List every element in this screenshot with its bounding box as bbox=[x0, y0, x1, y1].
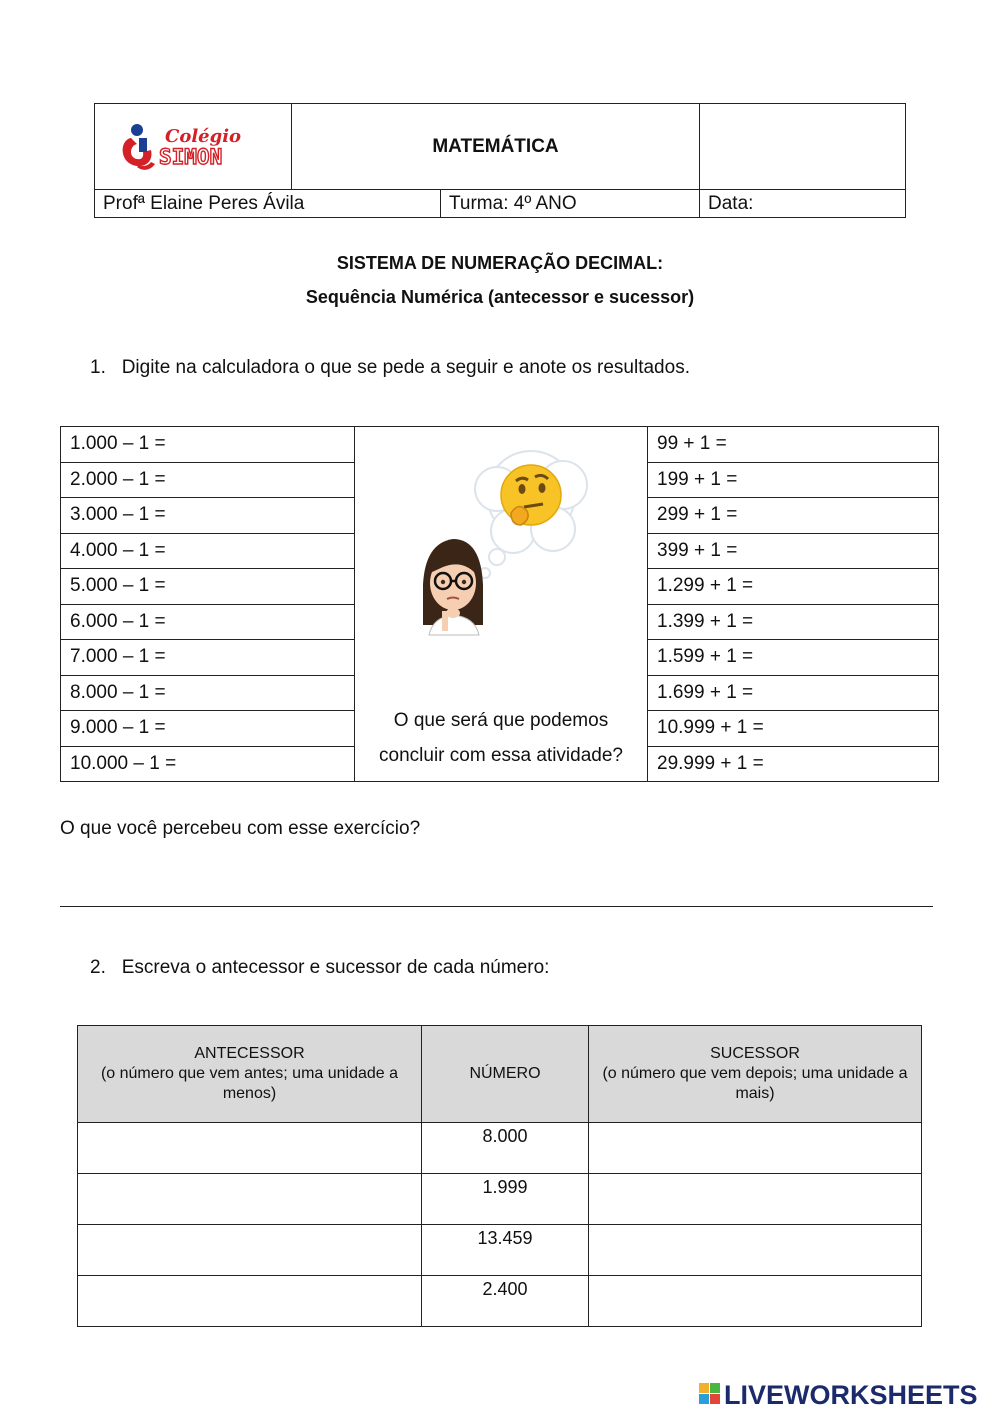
thinking-panel bbox=[355, 427, 648, 782]
table-header-row bbox=[78, 1026, 922, 1123]
sucessor-input[interactable] bbox=[589, 1174, 922, 1225]
thinking-caption bbox=[355, 703, 647, 773]
sucessor-input[interactable] bbox=[589, 1123, 922, 1174]
calc-right-cell[interactable]: 1.699 + 1 = bbox=[648, 675, 939, 711]
calc-left-cell[interactable]: 7.000 – 1 = bbox=[61, 640, 355, 676]
date-field[interactable]: Data: bbox=[700, 190, 906, 218]
table-row bbox=[78, 1174, 922, 1225]
calc-left-cell[interactable]: 10.000 – 1 = bbox=[61, 746, 355, 782]
exercise-1-text: Digite na calculadora o que se pede a seguir e anote os resultados. bbox=[121, 357, 690, 378]
calc-right-cell[interactable]: 99 + 1 = bbox=[648, 427, 939, 463]
exercise-1-instruction bbox=[90, 357, 690, 379]
logo-text-simon: SIMON bbox=[159, 145, 223, 169]
number-cell: 13.459 bbox=[422, 1225, 589, 1276]
answer-line-input[interactable] bbox=[60, 906, 933, 907]
calc-right-cell[interactable]: 199 + 1 = bbox=[648, 462, 939, 498]
calc-left-cell[interactable]: 9.000 – 1 = bbox=[61, 711, 355, 747]
antecessor-input[interactable] bbox=[78, 1225, 422, 1276]
sucessor-input[interactable] bbox=[589, 1276, 922, 1327]
table-row bbox=[78, 1225, 922, 1276]
predecessor-successor-table bbox=[77, 1025, 922, 1327]
calc-left-cell[interactable]: 8.000 – 1 = bbox=[61, 675, 355, 711]
sucessor-description: (o número que vem depois; uma unidade a mais) bbox=[602, 1065, 908, 1102]
class-label: Turma: 4º ANO bbox=[441, 190, 700, 218]
calculation-table bbox=[60, 426, 939, 782]
number-cell: 8.000 bbox=[422, 1123, 589, 1174]
exercise-2-number: 2. bbox=[90, 957, 106, 978]
numero-header: NÚMERO bbox=[422, 1026, 589, 1123]
thinking-caption-line-1: O que será que podemos bbox=[393, 710, 609, 731]
calc-right-cell[interactable]: 29.999 + 1 = bbox=[648, 746, 939, 782]
main-title: SISTEMA DE NUMERAÇÃO DECIMAL: bbox=[336, 253, 664, 273]
subject-title: MATEMÁTICA bbox=[292, 104, 700, 190]
liveworksheets-logo bbox=[697, 1377, 997, 1409]
antecessor-input[interactable] bbox=[78, 1276, 422, 1327]
thinking-emoji-icon bbox=[501, 465, 561, 525]
calc-right-cell[interactable]: 1.299 + 1 = bbox=[648, 569, 939, 605]
school-logo bbox=[117, 118, 277, 176]
reflection-question: O que você percebeu com esse exercício? bbox=[60, 818, 421, 839]
thinking-girl-illustration bbox=[413, 435, 598, 645]
sucessor-title: SUCESSOR bbox=[710, 1045, 800, 1062]
calc-right-cell[interactable]: 1.399 + 1 = bbox=[648, 604, 939, 640]
calc-left-cell[interactable]: 1.000 – 1 = bbox=[61, 427, 355, 463]
antecessor-title: ANTECESSOR bbox=[194, 1045, 305, 1062]
exercise-1-number: 1. bbox=[90, 357, 106, 378]
calc-left-cell[interactable]: 2.000 – 1 = bbox=[61, 462, 355, 498]
sucessor-header bbox=[589, 1026, 922, 1123]
exercise-2-instruction bbox=[90, 957, 549, 979]
header-empty-cell bbox=[700, 104, 906, 190]
exercise-2-text: Escreva o antecessor e sucessor de cada número: bbox=[121, 957, 550, 978]
table-row bbox=[78, 1123, 922, 1174]
header-table bbox=[94, 103, 906, 218]
thinking-caption-line-2: concluir com essa atividade? bbox=[379, 745, 623, 766]
calc-left-cell[interactable]: 4.000 – 1 = bbox=[61, 533, 355, 569]
calc-left-cell[interactable]: 6.000 – 1 = bbox=[61, 604, 355, 640]
calc-left-cell[interactable]: 5.000 – 1 = bbox=[61, 569, 355, 605]
logo-cell bbox=[95, 104, 292, 190]
sucessor-input[interactable] bbox=[589, 1225, 922, 1276]
brand-text: LIVEWORKSHEETS bbox=[724, 1380, 978, 1409]
antecessor-input[interactable] bbox=[78, 1174, 422, 1225]
calc-right-cell[interactable]: 299 + 1 = bbox=[648, 498, 939, 534]
sub-title: Sequência Numérica (antecessor e sucessor) bbox=[305, 287, 695, 307]
calc-left-cell[interactable]: 3.000 – 1 = bbox=[61, 498, 355, 534]
antecessor-header bbox=[78, 1026, 422, 1123]
antecessor-description: (o número que vem antes; uma unidade a menos) bbox=[100, 1065, 399, 1102]
number-cell: 2.400 bbox=[422, 1276, 589, 1327]
calc-right-cell[interactable]: 10.999 + 1 = bbox=[648, 711, 939, 747]
table-row bbox=[78, 1276, 922, 1327]
antecessor-input[interactable] bbox=[78, 1123, 422, 1174]
number-cell: 1.999 bbox=[422, 1174, 589, 1225]
liveworksheets-icon bbox=[699, 1383, 720, 1404]
calc-right-cell[interactable]: 1.599 + 1 = bbox=[648, 640, 939, 676]
teacher-name: Profª Elaine Peres Ávila bbox=[95, 190, 441, 218]
logo-text-colegio: Colégio bbox=[165, 126, 242, 147]
table-row bbox=[61, 427, 939, 463]
calc-right-cell[interactable]: 399 + 1 = bbox=[648, 533, 939, 569]
liveworksheets-brand[interactable] bbox=[697, 1377, 997, 1409]
